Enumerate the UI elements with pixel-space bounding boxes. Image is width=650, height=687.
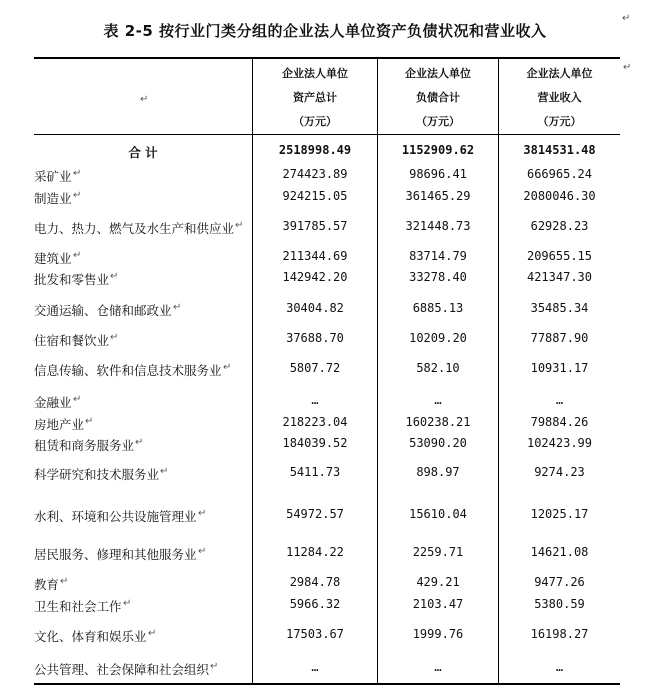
row-label: 水利、环境和公共设施管理业 [34, 509, 197, 524]
cell-assets: 11284.22 [286, 545, 344, 559]
cell-liabilities: 160238.21 [405, 415, 471, 429]
paragraph-mark-icon: ↵ [73, 168, 82, 179]
cell-assets: 184039.52 [282, 436, 348, 450]
header-line: 企业法人单位 [282, 67, 348, 80]
cell-liabilities: 898.97 [416, 465, 460, 479]
cell-liabilities: 83714.79 [409, 249, 467, 263]
total-revenue: 3814531.48 [523, 143, 596, 157]
header-line: 负债合计 [416, 91, 460, 104]
cell-assets: 274423.89 [282, 167, 348, 181]
total-assets: 2518998.49 [278, 143, 352, 157]
row-label: 公共管理、社会保障和社会组织 [34, 662, 210, 677]
cell-liabilities: 98696.41 [409, 167, 467, 181]
cell-liabilities: … [434, 660, 442, 674]
cell-assets: 211344.69 [282, 249, 348, 263]
cell-assets: 17503.67 [286, 627, 344, 641]
header-line: （万元） [293, 115, 337, 128]
header-line: 资产总计 [293, 91, 337, 104]
row-label: 制造业 [34, 191, 72, 206]
paragraph-mark-icon: ↵ [173, 302, 182, 313]
cell-assets: 30404.82 [286, 301, 344, 315]
cell-revenue: 9477.26 [534, 575, 585, 589]
paragraph-mark-icon: ↵ [73, 190, 82, 201]
cell-liabilities: 15610.04 [409, 507, 467, 521]
cell-revenue: … [555, 393, 564, 407]
paragraph-mark-icon: ↵ [73, 250, 82, 261]
header-line: 企业法人单位 [526, 67, 593, 80]
paragraph-mark-icon: ↵ [110, 332, 119, 343]
cell-liabilities: 2103.47 [412, 597, 464, 611]
paragraph-mark-icon: ↵ [135, 437, 144, 448]
paragraph-mark-icon: ↵ [622, 13, 631, 24]
header-line: （万元） [537, 115, 582, 128]
cell-assets: 5966.32 [289, 597, 341, 611]
cell-assets: 2984.78 [289, 575, 341, 589]
total-liabilities: 1152909.62 [401, 143, 475, 157]
cell-revenue: 10931.17 [530, 361, 589, 375]
cell-liabilities: 6885.13 [412, 301, 464, 315]
cell-liabilities: 53090.20 [409, 436, 467, 450]
header-liabilities [378, 62, 498, 134]
paragraph-mark-icon: ↵ [60, 576, 69, 587]
row-label: 采矿业 [34, 169, 72, 184]
row-label: 居民服务、修理和其他服务业 [34, 547, 197, 562]
cell-assets: 218223.04 [282, 415, 348, 429]
paragraph-mark-icon: ↵ [623, 62, 632, 73]
cell-revenue: 666965.24 [526, 167, 593, 181]
total-label: 合 计 [128, 145, 158, 160]
paragraph-mark-icon: ↵ [198, 546, 207, 557]
row-label: 卫生和社会工作 [34, 599, 122, 614]
paragraph-mark-icon: ↵ [210, 661, 219, 672]
row-label: 科学研究和技术服务业 [34, 467, 160, 482]
cell-revenue: 62928.23 [530, 219, 589, 233]
table-top-rule [34, 57, 620, 59]
cell-assets: … [311, 660, 319, 674]
cell-revenue: 9274.23 [534, 465, 585, 479]
cell-liabilities: 1999.76 [412, 627, 464, 641]
row-label: 建筑业 [34, 251, 72, 266]
cell-revenue: 35485.34 [530, 301, 589, 315]
cell-revenue: 421347.30 [526, 270, 593, 284]
cell-revenue: … [555, 660, 564, 674]
row-label: 住宿和餐饮业 [34, 333, 110, 348]
row-label: 电力、热力、燃气及水生产和供应业 [34, 221, 235, 236]
cell-liabilities: 582.10 [416, 361, 460, 375]
paragraph-mark-icon: ↵ [85, 416, 94, 427]
cell-liabilities: 361465.29 [405, 189, 471, 203]
cell-revenue: 77887.90 [530, 331, 589, 345]
header-line: 营业收入 [537, 91, 582, 104]
cell-assets: 391785.57 [282, 219, 348, 233]
cell-assets: 142942.20 [282, 270, 348, 284]
header-bottom-rule [34, 134, 620, 135]
cell-liabilities: … [434, 393, 442, 407]
header-line: 企业法人单位 [405, 67, 471, 80]
cell-assets: 5411.73 [289, 465, 341, 479]
cell-revenue: 79884.26 [530, 415, 589, 429]
cell-assets: 924215.05 [282, 189, 348, 203]
table-bottom-rule [34, 683, 620, 685]
cell-liabilities: 429.21 [416, 575, 460, 589]
cell-liabilities: 10209.20 [409, 331, 467, 345]
header-revenue [499, 62, 620, 134]
paragraph-mark-icon: ↵ [140, 94, 149, 105]
cell-revenue: 14621.08 [530, 545, 589, 559]
paragraph-mark-icon: ↵ [223, 362, 232, 373]
paragraph-mark-icon: ↵ [73, 394, 82, 405]
paragraph-mark-icon: ↵ [235, 220, 244, 231]
row-label: 信息传输、软件和信息技术服务业 [34, 363, 222, 378]
cell-liabilities: 2259.71 [412, 545, 464, 559]
cell-assets: 37688.70 [286, 331, 344, 345]
cell-revenue: 209655.15 [526, 249, 593, 263]
paragraph-mark-icon: ↵ [148, 628, 157, 639]
row-label: 金融业 [34, 395, 72, 410]
table-title: 表 2-5 按行业门类分组的企业法人单位资产负债状况和营业收入 [103, 22, 547, 40]
cell-liabilities: 33278.40 [409, 270, 467, 284]
row-label: 批发和零售业 [34, 272, 110, 287]
cell-revenue: 5380.59 [534, 597, 585, 611]
paragraph-mark-icon: ↵ [123, 598, 132, 609]
cell-revenue: 2080046.30 [523, 189, 596, 203]
paragraph-mark-icon: ↵ [198, 508, 207, 519]
row-label: 教育 [34, 577, 60, 592]
row-label: 交通运输、仓储和邮政业 [34, 303, 172, 318]
cell-revenue: 16198.27 [530, 627, 589, 641]
row-label: 房地产业 [34, 417, 85, 432]
header-line: （万元） [416, 115, 460, 128]
cell-assets: 54972.57 [286, 507, 344, 521]
paragraph-mark-icon: ↵ [110, 271, 119, 282]
cell-assets: … [311, 393, 319, 407]
header-assets [253, 62, 377, 134]
paragraph-mark-icon: ↵ [160, 466, 169, 477]
cell-liabilities: 321448.73 [405, 219, 471, 233]
cell-revenue: 102423.99 [526, 436, 593, 450]
row-label: 租赁和商务服务业 [34, 438, 135, 453]
cell-revenue: 12025.17 [530, 507, 589, 521]
row-label: 文化、体育和娱乐业 [34, 629, 147, 644]
cell-assets: 5807.72 [289, 361, 341, 375]
